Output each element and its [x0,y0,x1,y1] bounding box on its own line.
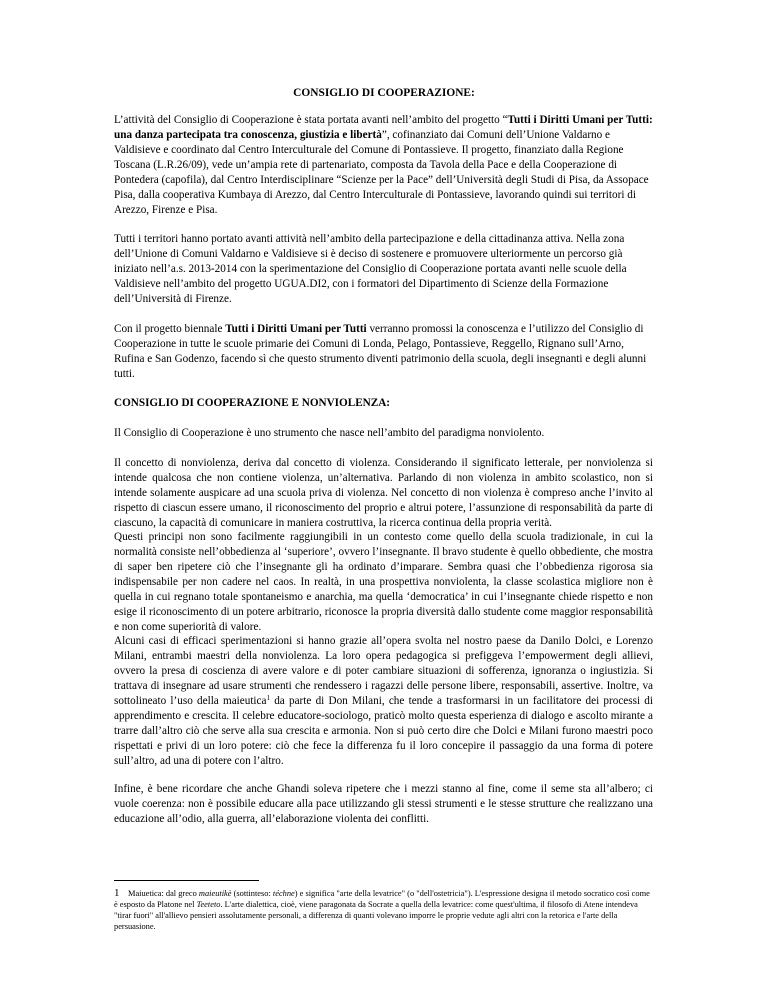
paragraph-text: ”, cofinanziato dai Comuni dell’Unione Valdarno e Valdisieve e coordinato dal Centro Interculturale del Comune di Pontassieve. Il progetto, finanziato dalla Regione Toscana (L.R.26/09), vede un’ampia rete di partenariato, composta da Tavola della Pace e della Cooperazione di Pontedera (capofila), dal Centro Interdisciplinare “Scienze per la Pace” dell’Università degli Studi di Pisa, da Assopace Pisa, dalla cooperativa Kumbaya di Arezzo, dal Centro Interculturale di Pontassieve, lavorando quindi sui territori di Arezzo, Firenze e Pisa. [114,129,649,216]
paragraph-dolci-milani [114,634,653,769]
paragraph-text: Alcuni casi di efficaci sperimentazioni si hanno grazie all’opera svolta nel nostro paese da Danilo Dolci, e Lorenzo Milani, entrambi maestri della nonviolenza. La loro opera pedagogica si prefiggeva l’empowerment degli allievi, ovvero la presa di coscienza di avere valore e di poter cambiare situazioni di sofferenza, ignoranza o ingiustizia. Si trattava di insegnare ad usare strumenti che rendessero i ragazzi delle persone libere, responsabili, assertive. Inoltre, va sottolineato l’uso della maieutica [114,635,653,707]
paragraph-territories: Tutti i territori hanno portato avanti attività nell’ambito della partecipazione e della cittadinanza attiva. Nella zona dell’Unione di Comuni Valdarno e Valdisieve si è deciso di sostenere e promuovere ulteriormente un percorso già iniziato nell’a.s. 2013-2014 con la sperimentazione del Consiglio di Cooperazione portata avanti nelle scuole della Valdisieve nell’ambito del progetto UGUA.DI2, con i formatori del Dipartimento di Scienze della Formazione dell’Università di Firenze. [114,233,627,305]
page-title: CONSIGLIO DI COOPERAZIONE: [293,87,475,99]
paragraph-paradigm: Il Consiglio di Cooperazione è uno strumento che nasce nell’ambito del paradigma nonviolento. [114,427,545,439]
footnote-number: 1 [114,887,120,899]
footnote-reference: 1 [266,694,270,702]
paragraph-text: L’attività del Consiglio di Cooperazione è stata portata avanti nell’ambito del progetto “ [114,114,508,126]
paragraph-ghandi: Infine, è bene ricordare che anche Ghandi soleva ripetere che i mezzi stanno al fine, come il seme sta all’albero; ci vuole coerenza: non è possibile educare alla pace utilizzando gli stessi strumenti e le stesse strutture che realizzano una educazione all’odio, alla guerra, all’elaborazione violenta dei conflitti. [114,783,653,825]
footnote-text: Maiuetica: dal greco maieutikè (sottinteso: téchne) e significa "arte della levatrice" (o "dell'ostetricia"). L'espressione designa il metodo socratico così come è esposto da Platone nel Teeteto. L'arte dialettica, cioè, viene paragonata da Socrate a quella della levatrice: come quest'ultima, il filosofo di Atene intendeva "tirar fuori" all'allievo pensieri assolutamente personali, a differenza di quanti volevano imporre le proprie vedute agli altri con la retorica e l'arte della persuasione. [114,889,650,931]
project-name: Tutti i Diritti Umani per Tutti [225,323,367,335]
footnote [114,888,653,932]
paragraph-text: verranno promossi la conoscenza e l’utilizzo del Consiglio di Cooperazione in tutte le scuole primarie dei Comuni di Londa, Pelago, Pontassieve, Reggello, Rignano sull’Arno, Rufina e San Godenzo, facendo sì che questo strumento diventi patrimonio della scuola, degli insegnanti e degli alunni tutti. [114,323,647,380]
paragraph-text: Con il progetto biennale [114,323,226,335]
project-name: Tutti i Diritti Umani per Tutti: una danza partecipata tra conoscenza, giustizia e libertà [114,114,653,141]
paragraph-traditional-school: Questi principi non sono facilmente raggiungibili in un contesto come quello della scuola tradizionale, in cui la normalità consiste nell’obbedienza al ‘superiore’, ovvero l’insegnante. Il bravo studente è quello obbediente, che mostra di saper ben ripetere ciò che l’insegnante gli ha ordinato d’imparare. Sembra quasi che l’obbedienza rigorosa sia indispensabile per non cadere nel caos. In realtà, in una prospettiva nonviolenta, la classe scolastica migliore non è quella in cui regnano totale spontaneismo e anarchia, ma quella ‘democratica’ in cui l’insegnante chiede rispetto e non esige il riconoscimento di un potere arbitrario, riconosce la propria diversità dallo studente come maggior responsabilità e non come superiorità di valore. [114,531,653,633]
paragraph-biennial-project [114,322,653,382]
paragraph-concept-nonviolence: Il concetto di nonviolenza, deriva dal concetto di violenza. Considerando il significato letterale, per nonviolenza si intende qualcosa che non contiene violenza, un’alternativa. Parlando di non violenza in ambito scolastico, non si intende solamente auspicare ad una scuola priva di violenza. Nel concetto di non violenza è compreso anche l’invito al rispetto di ciascun essere umano, il riconoscimento del proprio e altrui potere, l’assunzione di responsabilità da parte di ciascuno, la capacità di comunicare in maniera costruttiva, la ricerca continua della propria verità. [114,457,653,529]
section-heading-nonviolence: CONSIGLIO DI COOPERAZIONE E NONVIOLENZA: [114,397,391,409]
paragraph-text: da parte di Don Milani, che tende a trasformarsi in un facilitatore dei processi di apprendimento e crescita. Il celebre educatore-sociologo, praticò molto questa esperienza di dialogo e ascolto mirante a trarre dall’altro ciò che serve alla sua crescita e armonia. Non si può certo dire che Dolci e Milani furono maestri poco rispettati e privi di un loro potere: ciò che fece la differenza fu il loro concepire il passaggio da una forma di potere sull’altro, ad una di potere con l’altro. [114,695,653,767]
paragraph-project-intro [114,113,653,218]
footnote-separator [114,880,259,881]
